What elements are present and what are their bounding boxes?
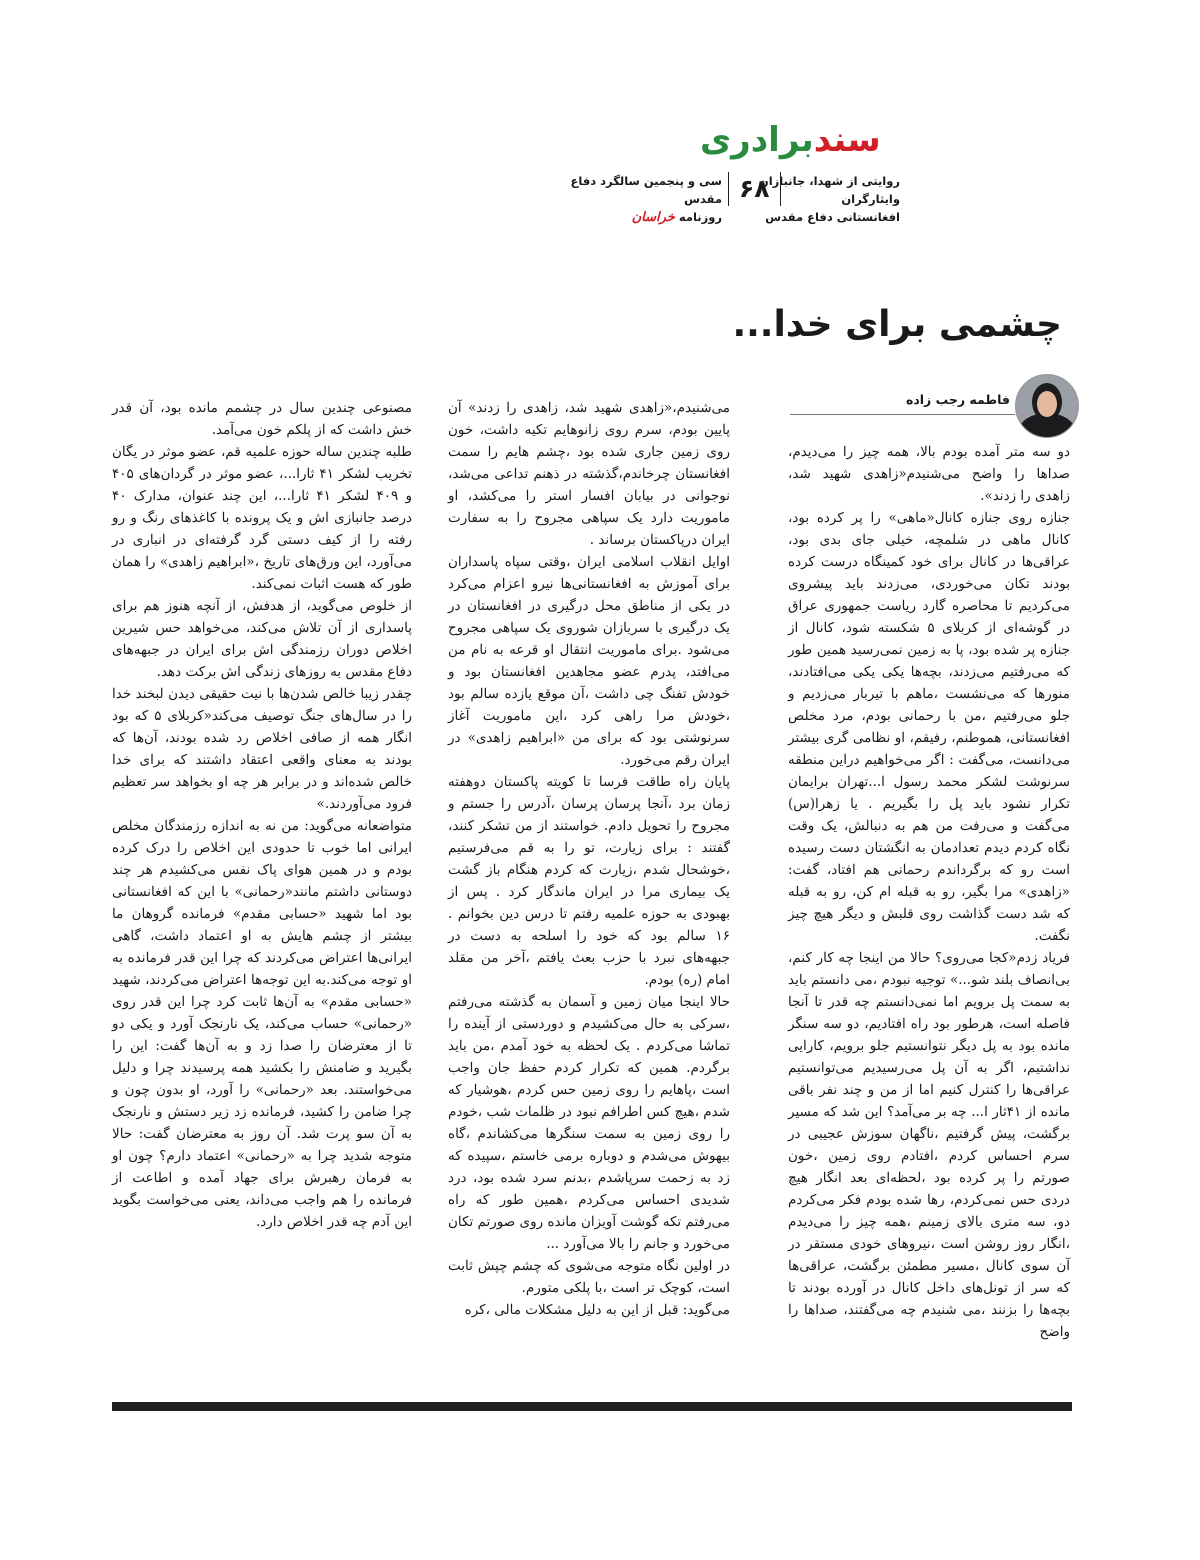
anniversary-line: سی و پنجمین سالگرد دفاع مقدس [570,174,722,206]
paragraph: چقدر زیبا خالص شدن‌ها با نیت حقیقی دیدن لبخند خدا را در سال‌های جنگ توصیف می‌کند«کربلای ۵ که بود انگار همه از صافی اخلاص رد شده بودند، آن‌ها که بودند به معنای واقعی اعتقاد داشتند که برای خدا خالص شده‌اند و در برابر هر چه او بخواهد سر تعظیم فرود می‌آوردند.» [112,686,412,812]
author-photo-image [1016,375,1078,437]
paragraph: در اولین نگاه متوجه می‌شوی که چشم چپش ثابت است، کوچک تر است ،با پلکی متورم. [448,1258,730,1296]
paragraph: طلبه چندین ساله حوزه علمیه قم، عضو موثر در یگان تخریب لشکر ۴۱ ثارا...، عضو موثر در گردان‌های ۴۰۵ و ۴۰۹ لشکر ۴۱ ثارا...، این چند عنوان، مدارک ۴۰ درصد جانبازی اش و یک پرونده با کاغذهای رنگ و رو رفته را از کیف دستی گرد گرفته‌ای در انباری در می‌آورد، این ورق‌های تاریخ ،«ابراهیم زاهدی» را همان طور که هست اثبات نمی‌کند. [112,444,412,592]
article-column-2 [448,397,730,1321]
newspaper-info [542,172,722,227]
paragraph: فریاد زدم«کجا می‌روی؟ حالا من اینجا چه کار کنم، بی‌انصاف بلند شو...» توجیه نبودم ،می دانستم باید به سمت پل برویم اما نمی‌دانستم چه قدر تا آنجا فاصله است، هرطور بود راه افتادیم، دو سه سنگر مانده بود به پل دیگر نتوانستیم جلو برویم، کارایی نداشتیم، اگر به آن پل می‌رسیدیم می‌توانستیم عراقی‌ها را کنترل کنیم اما از من و چند نفر باقی مانده از ۴۱ثار ا... چه بر می‌آمد؟ این شد که مسیر برگشت، پیش گرفتیم ،ناگهان سوزش عجیبی در سرم احساس کردم ،افتادم روی زمین ،خون صورتم را پر کرده بود ،لحظه‌ای بعد انگار هیچ دردی حس نمی‌کردم، رها شده بودم فکر می‌کردم دو، سه متری بالای زمینم ،همه چیز را می‌دیدم ،انگار روز روشن است ،نیروهای خودی مستقر در آن سوی کانال ،مسیر مطمئن برگشت، عراقی‌ها که سر از تونل‌های داخل کانال در آورده بودند تا بچه‌ها را بزنند ،می شنیدم چه می‌گفتند، صداها را واضح [788,950,1070,1340]
paragraph: می‌شنیدم،«زاهدی شهید شد، زاهدی را زدند» آن پایین بودم، سرم روی زانوهایم تکیه داشت، خون روی زمین جاری شده بود ،چشم هایم را سمت افغانستان چرخاندم،گذشته در ذهنم تداعی می‌شد، نوجوانی در بیابان افسار استر را می‌کشد، او ماموریت دارد یک سپاهی مجروح را به سفارت ایران درپاکستان برساند . [448,400,730,548]
article-column-3 [112,397,412,1233]
article-column-1 [788,441,1070,1343]
author-photo [1015,374,1079,438]
article-title: چشمی برای خدا... [732,304,1062,345]
author-divider [790,414,1015,415]
paragraph: می‌گوید: قبل از این به دلیل مشکلات مالی ،کره [464,1302,730,1318]
paragraph: دو سه متر آمده بودم بالا، همه چیز را می‌دیدم، صداها را واضح می‌شنیدم«زاهدی شهید شد، زاهدی را زدند». [788,444,1070,504]
page-number: ۶۸ [728,172,781,206]
paragraph: از خلوص می‌گوید، از هدفش، از آنچه هنوز هم برای پاسداری از آن تلاش می‌کند، می‌خواهد حس شیرین اخلاص دوران رزمندگی اش برای ایران در جبهه‌های دفاع مقدس به روزهای زندگی اش برکت دهد. [112,598,412,680]
publication-logo: سندبرادری [700,120,881,160]
footer-rule [112,1402,1072,1411]
section-subtitle-line-2: افغانستانی دفاع مقدس [765,210,900,224]
newspaper-name: خراسان [631,210,675,225]
author-name: فاطمه رجب زاده [905,392,1010,407]
newspaper-name-line: روزنامه خراسان [631,210,722,225]
paragraph: حالا اینجا میان زمین و آسمان به گذشته می‌رفتم ،سرکی به حال می‌کشیدم و دوردستی از آینده را تماشا می‌کردم . یک لحظه به خود آمدم ،من باید برگردم. همین که تکرار کردم حفظ جان واجب است ،پاهایم را روی زمین حس کردم ،هوشیار که شدم ،هیچ کس اطرافم نبود در ظلمات شب ،خودم را روی زمین به سمت سنگرها می‌کشاندم ،گاه بیهوش می‌شدم و دوباره برمی خاستم ،سپیده که زد به زحمت سرپاشدم ،بدنم سرد شده بود، درد شدیدی احساس می‌کردم ،همین طور که راه می‌رفتم تکه گوشت آویزان مانده روی صورتم تکان می‌خورد و جانم را بالا می‌آورد ... [448,994,730,1252]
paragraph: اوایل انقلاب اسلامی ایران ،وقتی سپاه پاسداران برای آموزش به افغانستانی‌ها نیرو اعزام می‌کرد در یکی از مناطق محل درگیری در افغانستان در یک درگیری با سربازان شوروی یک سپاهی مجروح می‌شود .برای ماموریت انتقال او قرعه به نام من می‌افتد، پدرم عضو مجاهدین افغانستان بود و خودش تفنگ چی داشت ،آن موقع یازده سالم بود ،خودش مرا راهی کرد ،این ماموریت آغاز سرنوشتی بود که برای من «ابراهیم زاهدی» در ایران رقم می‌خورد. [448,554,730,768]
masthead [520,120,940,225]
paragraph: متواضعانه می‌گوید: من نه به اندازه رزمندگان مخلص ایرانی اما خوب تا حدودی این اخلاص را درک کرده بودم و در همین هوای پاک نفس می‌کشیدم هر چند دوستانی داشتم مانند«رحمانی» با این که افغانستانی بود اما شهید «حسابی مقدم» فرمانده گروهان ما بیشتر از چشم هایش به او اعتماد داشت، گاهی ایرانی‌ها اعتراض می‌کردند که چرا این قدر فرمانده به او توجه می‌کند.به این توجه‌ها اعتراض می‌کردند، شهید «حسابی مقدم» به آن‌ها ثابت کرد چرا این قدر روی «رحمانی» حساب می‌کند، یک نارنجک آورد و یکی دو تا از معترضان را صدا زد و به آن‌ها گفت: این را بگیرید و ضامنش را بکشید همه پرسیدند چرا و دلیل می‌خواستند. بعد «رحمانی» را آورد، او بدون چون و چرا ضامن را کشید، فرمانده زد زیر دستش و نارنجک به آن سو پرت شد. آن روز به معترضان گفت: حالا متوجه شدید چرا به «رحمانی» اعتماد دارم؟ چون او به فرمان رهبرش برای جهاد آمده و اطاعت از فرمانده را هم واجب می‌داند، یعنی می‌خواست بگوید این آدم چه قدر اخلاص دارد. [112,818,412,1230]
section-subtitle-line-1: روایتی از شهدا، جانبازان وایثارگران [758,174,900,206]
paragraph: پایان راه طاقت فرسا تا کویته پاکستان دوهفته زمان برد ،آنجا پرسان پرسان ،آدرس را جستم و مجروح را تحویل دادم. خواستند از من تشکر کنند، گفتند : برای زیارت، تو را به قم می‌فرستیم ،خوشحال شدم ،زیارت که کردم هنگام باز گشت یک بیماری مرا در ایران ماندگار کرد . پس از بهبودی به حوزه علمیه رفتم تا درس دین بخوانم . ۱۶ سالم بود که خود را اسلحه به دست در جبهه‌های نبرد با حزب بعث یافتم ،آخر من مقلد امام (ره) بودم. [448,774,730,988]
paragraph: جنازه روی جنازه کانال«ماهی» را پر کرده بود، کانال ماهی در شلمچه، خیلی جای بدی بود، عراقی‌ها در کانال برای خود کمینگاه درست کرده بودند تکان می‌خوردی، می‌زدند باید پیشروی می‌کردیم تا محاصره گارد ریاست جمهوری عراق در گوشه‌ای از کربلای ۵ شکسته شود، کانال از جنازه پر شده بود، پا به زمین نمی‌رسید همین طور که می‌رفتیم می‌زدند، بچه‌ها یکی یکی می‌افتادند، منورها که می‌نشست ،ماهم با تیربار می‌زدیم و جلو می‌رفتیم ،من با رحمانی بودم، مرد مخلص افغانستانی، هموطنم، رفیقم، او نظامی گری بیشتر می‌دانست، می‌گفت : اگر می‌خواهیم دراین منطقه سرنوشت لشکر محمد رسول ا...تهران برایمان تکرار نشود باید پل را بگیریم . یا زهرا(س) می‌گفت و می‌رفت من هم به دنبالش، یک وقت نگاه کردم دیدم تعدادمان به انگشتان دست رسیده است رو که برگرداندم رحمانی هم افتاد، گفت: «زاهدی» مرا بگیر، رو به قبله ام کن، رو به قبله که شد دست گذاشت روی قلبش و دیگر هیچ چیز نگفت. [788,510,1070,944]
paragraph: مصنوعی چندین سال در چشمم مانده بود، آن قدر خش داشت که از پلکم خون می‌آمد. [112,400,412,438]
